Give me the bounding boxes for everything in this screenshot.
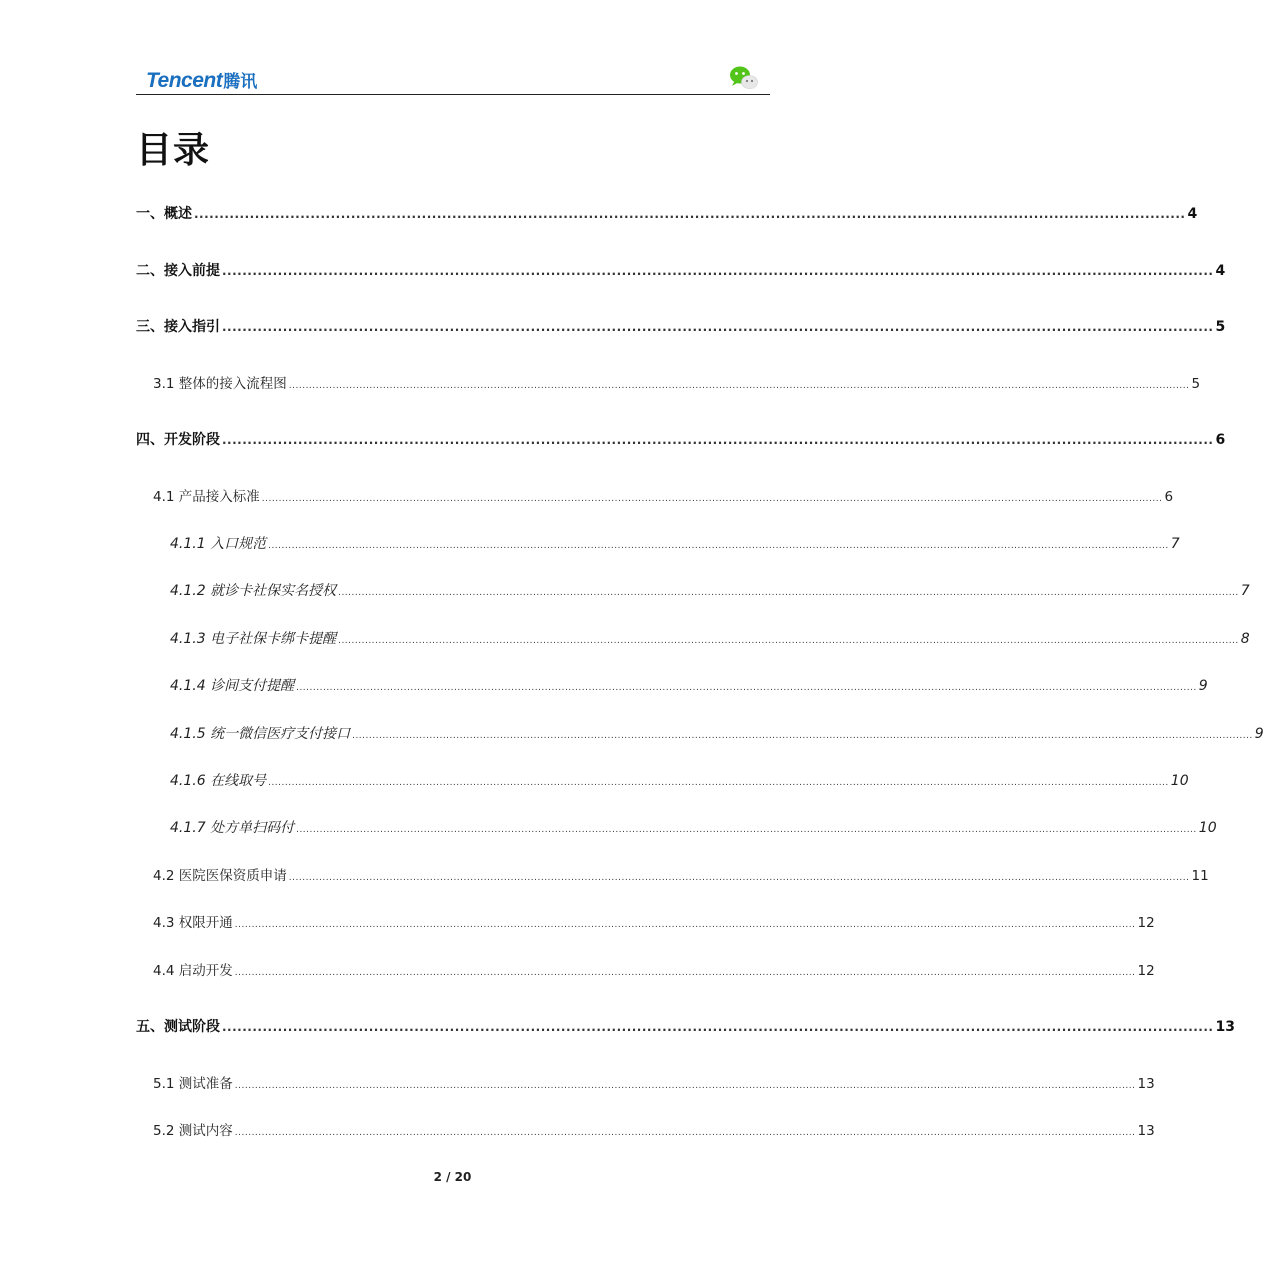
toc-leader-dots: .................................................................................................................................................................................................... [222,433,1214,447]
toc-entry-page: 4 [1215,263,1226,279]
toc-entry-page: 5 [1215,319,1226,335]
toc-entry-overview[interactable] [136,203,1198,225]
toc-entry-title: 5.1 测试准备 [153,1076,233,1092]
toc-entry-4-1-3[interactable] [170,628,1250,650]
toc-leader-dots: ............................................................................................................................................................................................................................................................................ [234,1081,1136,1091]
toc-entry-title: 4.4 启动开发 [153,963,233,979]
toc-entry-4-1-2[interactable] [170,580,1250,602]
toc-entry-page: 9 [1254,726,1264,742]
toc-entry-5-2[interactable] [153,1120,1155,1142]
toc-entry-page: 10 [1198,820,1217,836]
page-title: 目录 [136,130,211,171]
toc-entry-page: 13 [1137,1123,1155,1139]
toc-leader-dots: ............................................................................................................................................................................................................................................................................ [268,541,1169,551]
toc-entry-4-4[interactable] [153,960,1155,982]
toc-entry-title: 4.1.1 入口规范 [170,536,267,552]
toc-entry-testing[interactable] [136,1016,1235,1038]
toc-leader-dots: ............................................................................................................................................................................................................................................................................ [352,731,1253,741]
toc-entry-title: 4.1.6 在线取号 [170,773,267,789]
logo-text-cn: 腾讯 [223,72,258,92]
toc-entry-title: 4.1.4 诊间支付提醒 [170,678,295,694]
toc-entry-page: 13 [1215,1019,1235,1035]
toc-leader-dots: .................................................................................................................................................................................................... [222,1020,1214,1034]
toc-entry-4-1-7[interactable] [170,817,1217,839]
toc-entry-title: 3.1 整体的接入流程图 [153,376,287,392]
toc-entry-page: 10 [1170,773,1189,789]
toc-entry-page: 6 [1164,489,1174,505]
toc-entry-4-2[interactable] [153,865,1209,887]
toc-entry-title: 4.1.5 统一微信医疗支付接口 [170,726,351,742]
toc-leader-dots: .................................................................................................................................................................................................... [222,264,1214,278]
toc-entry-title: 二、接入前提 [136,263,220,279]
logo-text-en: Tencent [146,69,223,92]
toc-entry-title: 4.1.2 就诊卡社保实名授权 [170,583,337,599]
toc-entry-4-1-6[interactable] [170,770,1189,792]
toc-entry-page: 11 [1191,868,1209,884]
toc-leader-dots: ............................................................................................................................................................................................................................................................................ [296,825,1197,835]
toc-entry-page: 13 [1137,1076,1155,1092]
toc-leader-dots: .................................................................................................................................................................................................... [194,207,1186,221]
toc-entry-4-1-4[interactable] [170,675,1208,697]
toc-entry-title: 5.2 测试内容 [153,1123,233,1139]
toc-entry-title: 4.2 医院医保资质申请 [153,868,287,884]
toc-entry-page: 7 [1170,536,1180,552]
toc-leader-dots: ............................................................................................................................................................................................................................................................................ [268,778,1169,788]
toc-leader-dots: ............................................................................................................................................................................................................................................................................ [338,636,1239,646]
toc-entry-4-1-1[interactable] [170,533,1180,555]
toc-entry-title: 三、接入指引 [136,319,220,335]
toc-entry-title: 四、开发阶段 [136,432,220,448]
toc-entry-title: 五、测试阶段 [136,1019,220,1035]
toc-entry-title: 4.3 权限开通 [153,915,233,931]
page-number: 2 / 20 [433,1170,472,1184]
toc-entry-title: 4.1 产品接入标准 [153,489,260,505]
toc-leader-dots: ............................................................................................................................................................................................................................................................................ [288,381,1190,391]
toc-leader-dots: ............................................................................................................................................................................................................................................................................ [288,873,1190,883]
toc-entry-prerequisites[interactable] [136,260,1226,282]
toc-entry-development[interactable] [136,429,1226,451]
toc-entry-3-1[interactable] [153,373,1201,395]
toc-leader-dots: ............................................................................................................................................................................................................................................................................ [234,920,1136,930]
toc-entry-4-3[interactable] [153,912,1155,934]
toc-entry-page: 7 [1240,583,1250,599]
toc-entry-4-1-5[interactable] [170,723,1264,745]
toc-entry-4-1[interactable] [153,486,1174,508]
toc-leader-dots: .................................................................................................................................................................................................... [222,320,1214,334]
toc-entry-title: 4.1.3 电子社保卡绑卡提醒 [170,631,337,647]
toc-entry-title: 4.1.7 处方单扫码付 [170,820,295,836]
toc-entry-page: 6 [1215,432,1226,448]
toc-entry-title: 概述 [164,206,192,222]
toc-entry-page: 8 [1240,631,1250,647]
toc-entry-integration-guide[interactable] [136,316,1226,338]
toc-leader-dots: ............................................................................................................................................................................................................................................................................ [234,968,1136,978]
toc-entry-page: 5 [1191,376,1201,392]
toc-entry-page: 12 [1137,963,1155,979]
toc-entry-page: 12 [1137,915,1155,931]
toc-leader-dots: ............................................................................................................................................................................................................................................................................ [296,683,1197,693]
toc-leader-dots: ............................................................................................................................................................................................................................................................................ [234,1128,1136,1138]
toc-leader-dots: ............................................................................................................................................................................................................................................................................ [338,588,1239,598]
toc-entry-number: 一、 [136,206,164,222]
toc-entry-page: 4 [1187,206,1198,222]
toc-leader-dots: ............................................................................................................................................................................................................................................................................ [261,494,1163,504]
toc-entry-5-1[interactable] [153,1073,1155,1095]
toc-entry-page: 9 [1198,678,1208,694]
